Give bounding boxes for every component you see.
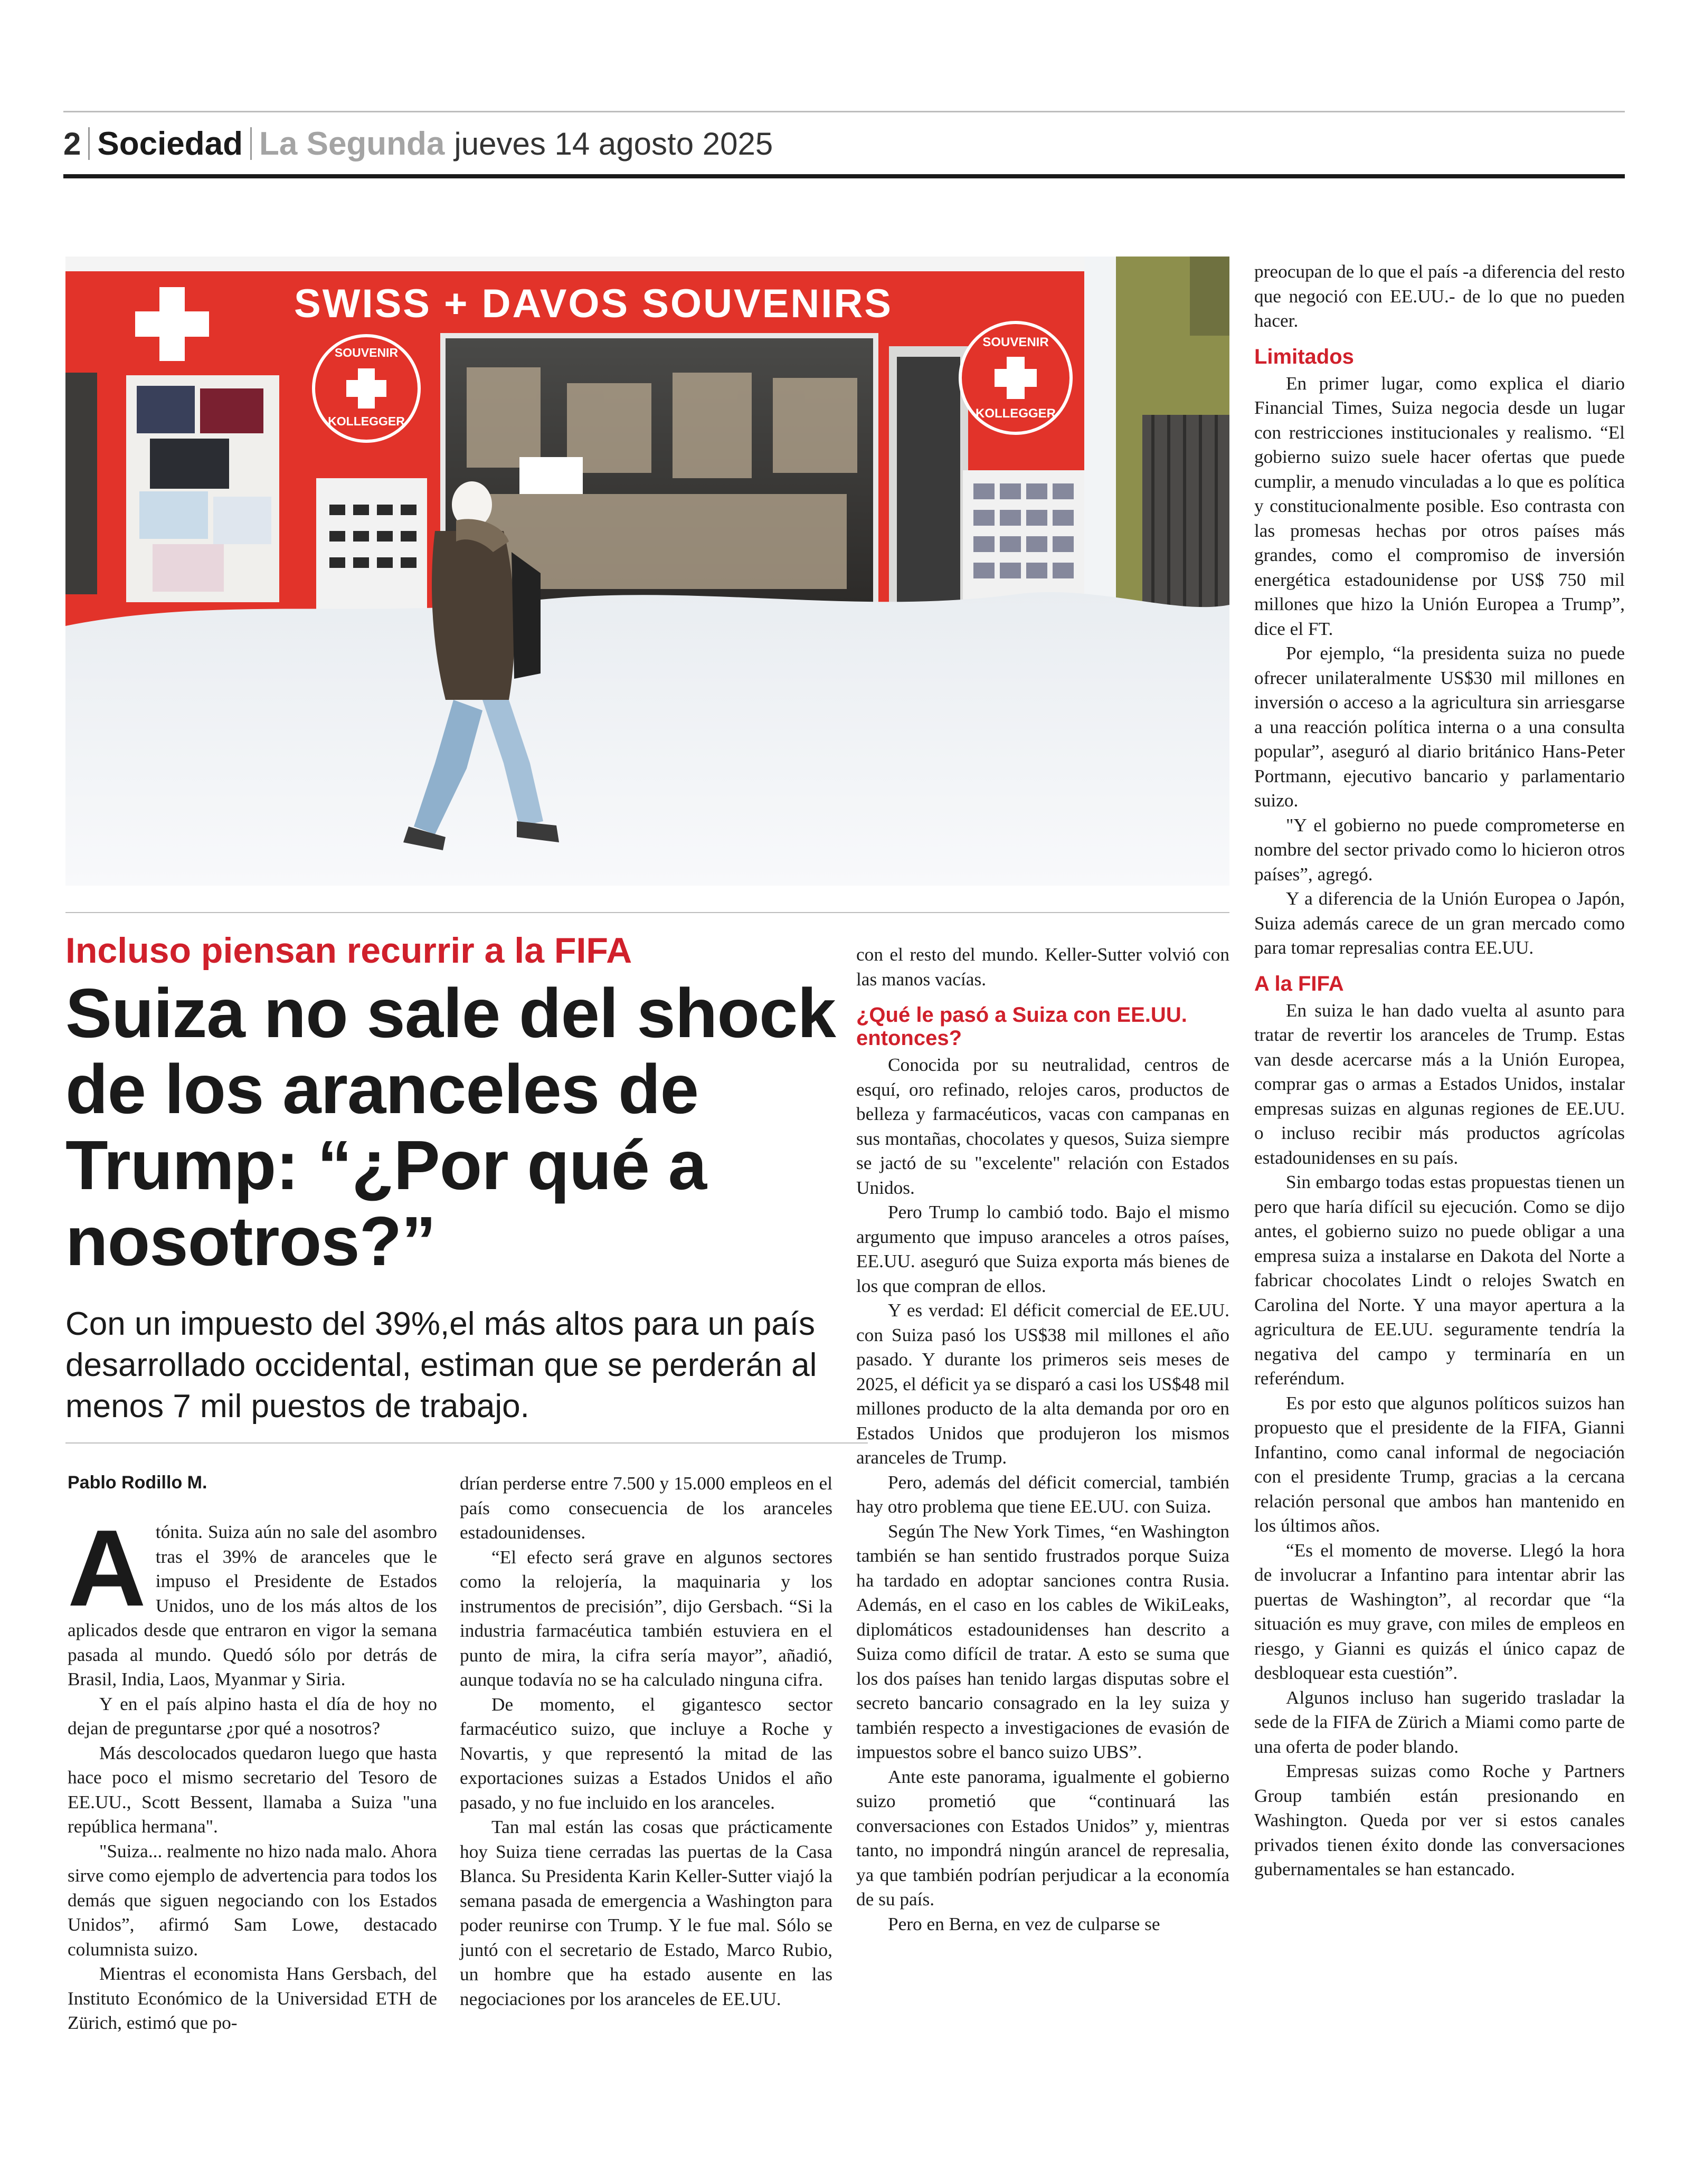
page-number: 2 — [63, 126, 81, 162]
body-paragraph: Tan mal están las cosas que prácticamente hoy Suiza tiene cerradas las puertas de la Casa Blanca. Su Presidenta Karin Keller-Sutter viajó la semana pasada de emergencia a Washington para poder reunirse con Trump. Y le fue mal. Sólo se juntó con el secretario de Estado, Marco Rubio, un hombre que ha estado ausente en las negociaciones por los aranceles de EE.UU. — [460, 1817, 832, 2009]
article-kicker: Incluso piensan recurrir a la FIFA — [65, 930, 632, 971]
body-paragraph: Es por esto que algunos políticos suizos han propuesto que el presidente de la FIFA, Gianni Infantino, como canal informal de negociación con el presidente Trump, gracias a la cercana relación personal que ambos han mantenido en los últimos años. — [1254, 1392, 1625, 1536]
photo-divider — [65, 912, 1229, 913]
body-paragraph: “El efecto será grave en algunos sectores como la relojería, la maquinaria y los instrumentos de precisión”, dijo Gersbach. “Si la industria farmacéutica también estuviera en el punto de mira, la cifra sería mayor”, añadió, aunque todavía no se ha calculado ninguna cifra. — [460, 1546, 832, 1690]
article-headline: Suiza no sale del shock de los aranceles de Trump: “¿Por qué a nosotros?” — [65, 974, 836, 1280]
badge-bottom-text: KOLLEGGER — [975, 406, 1056, 421]
body-paragraph: En primer lugar, como explica el diario Financial Times, Suiza negocia desde un lugar con restricciones institucionales y realismo. “El gobierno suizo suele hacer ofertas que puede cumplir, a menudo vinculadas a lo que es política y constitucionalmente posible. Eso contrasta con las promesas hechas por otros países más grandes, como el compromiso de inversión energética estadounidense por US$ 750 mil millones que hizo la Unión Europea a Trump”, dice el FT. — [1254, 373, 1625, 639]
body-paragraph: Atónita. Suiza aún no sale del asombro tras el 39% de aranceles que le impuso el Presidente de Estados Unidos, uno de los más altos de los aplicados desde que entraron en vigor la semana pasada al mundo. Quedó sólo por detrás de Brasil, India, Laos, Myanmar y Siria. — [68, 1507, 437, 1689]
body-paragraph: De momento, el gigantesco sector farmacéutico suizo, que incluye a Roche y Novartis, y que representó la mitad de las exportaciones suizas a Estados Unidos el año pasado, y no fue incluido en los aranceles. — [460, 1694, 832, 1813]
lead-photo — [65, 257, 1229, 886]
drop-cap: A — [68, 1507, 146, 1629]
dek-divider — [65, 1442, 868, 1444]
body-paragraph: En suiza le han dado vuelta al asunto para tratar de revertir los aranceles de Trump. Estas van desde acercarse más a la Unión Europea, comprar gas o armas a Estados Unidos, instalar empresas suizas en algunas regiones de EE.UU. o incluso recibir más productos agrícolas estadounidenses en su país. — [1254, 1000, 1625, 1168]
body-paragraph: Pero Trump lo cambió todo. Bajo el mismo argumento que impuso aranceles a otros países, EE.UU. aseguró que Suiza exporta más bienes de los que compran de ellos. — [856, 1202, 1229, 1296]
body-column-2 — [460, 1471, 832, 2011]
body-paragraph: Algunos incluso han sugerido trasladar la sede de la FIFA de Zürich a Miami como parte de una oferta de poder blando. — [1254, 1687, 1625, 1757]
body-paragraph: drían perderse entre 7.500 y 15.000 empleos en el país como consecuencia de los aranceles estadounidenses. — [460, 1473, 832, 1543]
body-paragraph: Ante este panorama, igualmente el gobierno suizo prometió que “continuará las conversaciones con Estados Unidos” y, mientras tanto, no impondrá ningún arancel de represalia, ya que también podrían perjudicar a la economía de su país. — [856, 1766, 1229, 1910]
body-column-4 — [1254, 260, 1625, 1882]
body-paragraph: Mientras el economista Hans Gersbach, del Instituto Económico de la Universidad ETH de Zürich, estimó que po- — [68, 1963, 437, 2033]
store-sign: SWISS + DAVOS SOUVENIRS — [294, 281, 893, 326]
header-top-rule — [63, 111, 1625, 112]
body-paragraph: "Suiza... realmente no hizo nada malo. Ahora sirve como ejemplo de advertencia para todos los demás que siguen negociando con los Estados Unidos”, afirmó Sam Lowe, destacado columnista suizo. — [68, 1840, 437, 1960]
body-paragraph: con el resto del mundo. Keller-Sutter volvió con las manos vacías. — [856, 944, 1229, 990]
body-paragraph: Y es verdad: El déficit comercial de EE.UU. con Suiza pasó los US$38 mil millones el año pasado. Y durante los primeros seis meses de 2025, el déficit ya se disparó a casi los US$48 mil millones producto de la alta demanda por oro en Estados Unidos que produjeron los mismos aranceles de Trump. — [856, 1300, 1229, 1468]
newspaper-name: La Segunda — [259, 125, 445, 162]
body-paragraph: Sin embargo todas estas propuestas tienen un pero que haría difícil su ejecución. Como se dijo antes, el gobierno suizo no puede obligar a una empresa suiza a instalarse en Dakota del Norte a fabricar chocolates Lindt o relojes Swatch en Carolina del Norte. Y una mayor apertura a la agricultura de EE.UU. seguramente tendría la negativa del campo y terminaría en un referéndum. — [1254, 1172, 1625, 1389]
snow-bank — [65, 592, 1229, 886]
header-divider — [250, 127, 252, 160]
badge-bottom-text: KOLLEGGER — [328, 414, 405, 428]
body-paragraph: “Es el momento de moverse. Llegó la hora de involucrar a Infantino para intentar abrir las puertas de Washington”, al recordar que “la situación es muy grave, con miles de empleos en riesgo, y Gianni es quizás el único capaz de desbloquear esta cuestión”. — [1254, 1540, 1625, 1683]
header-divider — [88, 127, 90, 160]
body-column-1 — [68, 1507, 437, 2036]
byline: Pablo Rodillo M. — [68, 1473, 207, 1493]
body-paragraph: Y a diferencia de la Unión Europea o Japón, Suiza además carece de un gran mercado como para tomar represalias contra EE.UU. — [1254, 888, 1625, 958]
body-paragraph: Por ejemplo, “la presidenta suiza no puede ofrecer unilateralmente US$30 mil millones en inversión o acceso a la agricultura sin arriesgarse a una reacción política interna o a una consulta popular”, aseguró al diario británico Hans-Peter Portmann, ejecutivo bancario y parlamentario suizo. — [1254, 643, 1625, 811]
subheading: Limitados — [1254, 345, 1354, 368]
header-bottom-rule — [63, 174, 1625, 178]
body-paragraph: Empresas suizas como Roche y Partners Group también están presionando en Washington. Queda por ver si estos canales privados tienen éxito donde las conversaciones gubernamentales se han estancado. — [1254, 1761, 1625, 1879]
body-paragraph: Conocida por su neutralidad, centros de esquí, oro refinado, relojes caros, productos de belleza y farmacéuticos, vacas con campanas en sus montañas, chocolates y quesos, Suiza siempre se jactó de su "excelente" relación con Estados Unidos. — [856, 1055, 1229, 1198]
article-dek: Con un impuesto del 39%,el más altos para un país desarrollado occidental, estiman que se perderán al menos 7 mil puestos de trabajo. — [65, 1306, 817, 1425]
badge-top-text: SOUVENIR — [982, 335, 1049, 349]
body-paragraph: Más descolocados quedaron luego que hasta hace poco el mismo secretario del Tesoro de EE.UU., Scott Bessent, llamaba a Suiza "una república hermana". — [68, 1742, 437, 1837]
body-paragraph: Pero, además del déficit comercial, también hay otro problema que tiene EE.UU. con Suiza. — [856, 1471, 1229, 1517]
body-paragraph: "Y el gobierno no puede comprometerse en nombre del sector privado como lo hicieron otros países”, agregó. — [1254, 814, 1625, 885]
page-header — [63, 117, 773, 170]
body-paragraph: Según The New York Times, “en Washington también se han sentido frustrados porque Suiza ha tardado en adoptar sanciones contra Rusia. Además, en el caso en los cables de WikiLeaks, diplomáticos estadounidenses han descrito a Suiza como difícil de tratar. A esto se suma que los dos países han tenido largas disputas sobre el secreto bancario consagrado en la ley suiza y también respecto a investigaciones de evasión de impuestos sobre el banco suizo UBS”. — [856, 1521, 1229, 1762]
subheading: ¿Qué le pasó a Suiza con EE.UU. entonces? — [856, 1003, 1187, 1050]
body-column-3 — [856, 943, 1229, 1936]
body-paragraph: Y en el país alpino hasta el día de hoy no dejan de preguntarse ¿por qué a nosotros? — [68, 1693, 437, 1739]
body-paragraph: Pero en Berna, en vez de culparse se — [888, 1913, 1160, 1934]
issue-date: jueves 14 agosto 2025 — [454, 126, 773, 162]
badge-top-text: SOUVENIR — [334, 346, 399, 359]
section-name: Sociedad — [97, 125, 243, 162]
storefront-illustration — [65, 257, 1229, 886]
body-paragraph: preocupan de lo que el país -a diferencia del resto que negoció con EE.UU.- de lo que no pueden hacer. — [1254, 261, 1625, 331]
subheading: A la FIFA — [1254, 972, 1344, 995]
